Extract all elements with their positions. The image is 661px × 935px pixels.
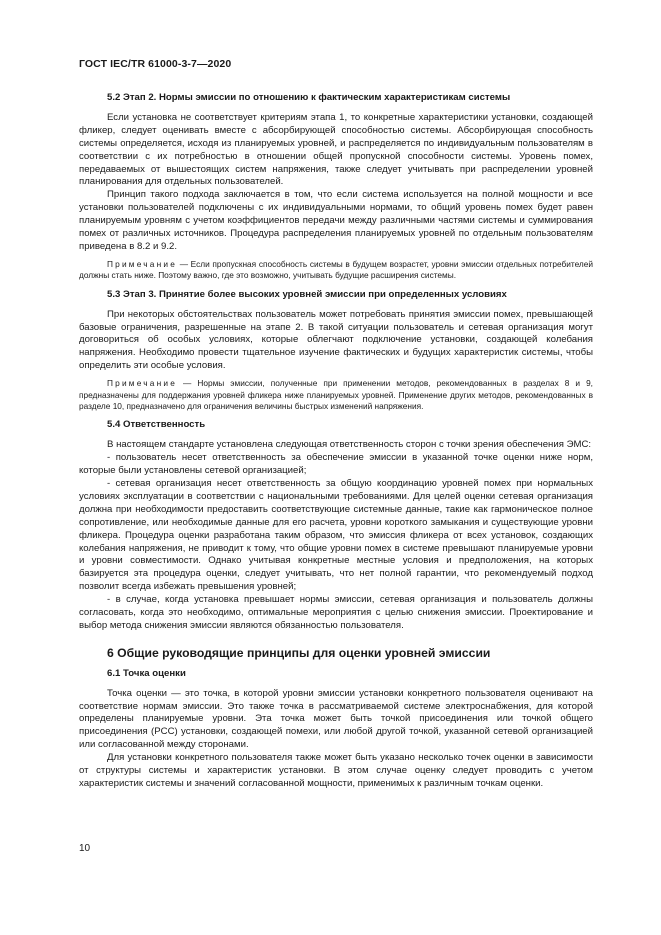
list-item: - сетевая организация несет ответственность за общую координацию уровней помех при нормальных условиях эксплуатации в соответствии с национальными требованиями. Для целей оценки сетевая организация должна при необходимости предоставить соответствующие системные данные, такие как гармоническое полное сопротивление, или необходимые данные для его расчета, уровни короткого замыкания и существующие уровни фликера. Процедура оценки разработана таким образом, что эмиссия фликера от всех установок, создающих колебания напряжения, не приводит к тому, что общие уровни помех в системе превышают планируемые уровни и уровни совместимости. Однако учитывая конкретные местные условия и предположения, на которых базируется эта процедура оценки, следует учитывать, что нет полной гарантии, что рекомендуемый подход позволит всегда избежать превышения уровней; <box>79 477 593 593</box>
document-body <box>79 92 593 791</box>
document-header: ГОСТ IEC/TR 61000-3-7—2020 <box>79 58 232 70</box>
paragraph: Для установки конкретного пользователя также может быть указано несколько точек оценки в зависимости от структуры системы и характеристик установки. В этом случае оценку следует проводить с учетом характеристик системы и значений согласованной мощности, применимых к различным точкам оценки. <box>79 752 593 789</box>
note-text: — Если пропускная способность системы в будущем возрастет, уровни эмиссии отдельных потребителей должны стать ниже. Поэтому важно, где это возможно, учитывать будущие расширения системы. <box>79 258 593 281</box>
section-5-2-title: 5.2 Этап 2. Нормы эмиссии по отношению к фактическим характеристикам системы <box>107 92 511 103</box>
note-label: Примечание <box>107 258 178 269</box>
section-5-4-title: 5.4 Ответственность <box>107 419 206 431</box>
note <box>79 259 593 282</box>
note <box>79 378 593 412</box>
paragraph: Точка оценки — это точка, в которой уровни эмиссии установки конкретного пользователя оценивают на соответствие нормам эмиссии. Это также точка в рассматриваемой системе электроснабжения, для которой определены планируемые уровни. Эта точка может быть точкой присоединения или точкой общего присоединения (PCC) установки, создающей помехи, или любой другой точкой, указанной сетевой организацией или согласованной между сторонами. <box>79 687 593 751</box>
section-5-3-title: 5.3 Этап 3. Принятие более высоких уровней эмиссии при определенных условиях <box>107 288 507 300</box>
list-item: - в случае, когда установка превышает нормы эмиссии, сетевая организация и пользователь должны согласовать, когда это необходимо, оптимальные мероприятия с целью снижения эмиссии. Проектирование и выбор метода снижения эмиссии являются обязанностью пользователя. <box>79 594 593 631</box>
section-6-title: 6 Общие руководящие принципы для оценки уровней эмиссии <box>107 645 491 660</box>
page-number: 10 <box>79 843 91 854</box>
note-text: — Нормы эмиссии, полученные при применении методов, рекомендованных в разделах 8 и 9, предназначены для поддержания уровней фликера ниже планируемых уровней. Применение других методов, рекомендованных в разделе 10, предназначено для ограничения величины быстрых изменений напряжения. <box>79 378 593 411</box>
paragraph: В настоящем стандарте установлена следующая ответственность сторон с точки зрения обеспечения ЭМС: <box>107 439 592 451</box>
paragraph: Если установка не соответствует критериям этапа 1, то конкретные характеристики установки, создающей фликер, следует оценивать вместе с абсорбирующей способностью системы. Абсорбирующая способность системы определяется, исходя из планируемых уровней, и распределяется по индивидуальным пользователям в соответствии с их потребностью в отношении общей пропускной способности системы. Уровень помех, передаваемых от вышестоящих систем напряжения, также следует учитывать при распределении уровней планирования для отдельных пользователей. <box>79 111 593 188</box>
paragraph: Принцип такого подхода заключается в том, что если система используется на полной мощности и все установки пользователей подключены с их индивидуальными нормами, то общий уровень помех будет равен планируемым уровням с учетом коэффициентов передачи между различными частями системы и суммирования помех от различных источников. Процедура распределения планируемых уровней по отдельным пользователям приведена в 8.2 и 9.2. <box>79 189 593 252</box>
paragraph: При некоторых обстоятельствах пользователь может потребовать принятия эмиссии помех, превышающей базовые ограничения, разрешенные на этапе 2. В такой ситуации пользователь и сетевая организация могут договориться об особых условиях, которые облегчают подключение установки, создающей колебания напряжения. Необходимо провести тщательное изучение фактических и будущих характеристик системы, чтобы определить эти особые условия. <box>79 308 593 372</box>
note-label: Примечание <box>107 378 178 389</box>
section-6-1-title: 6.1 Точка оценки <box>107 667 186 679</box>
list-item: - пользователь несет ответственность за обеспечение эмиссии в указанной точке оценки ниже норм, которые были установлены сетевой организацией; <box>79 452 593 477</box>
